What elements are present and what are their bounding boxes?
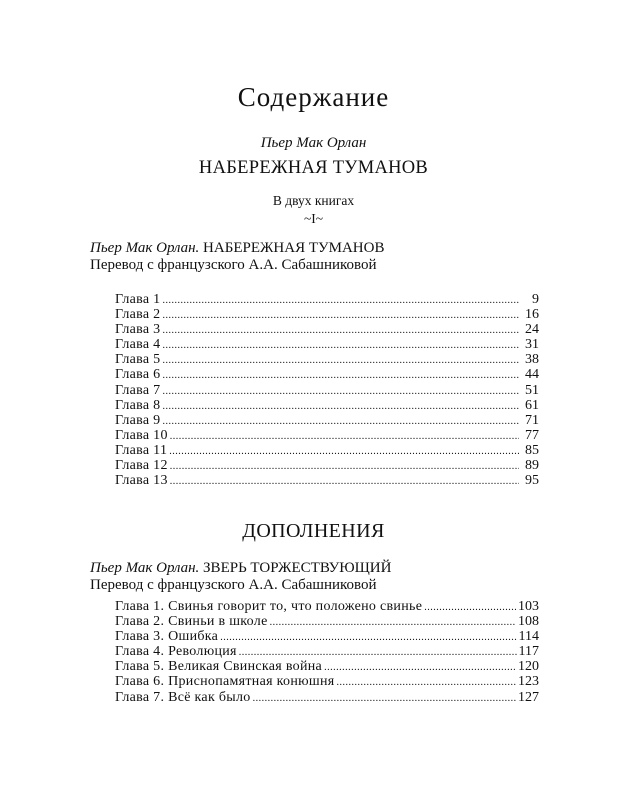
dot-leader <box>170 429 519 444</box>
dot-leader <box>337 675 516 690</box>
supplement-header <box>90 560 391 594</box>
toc-row-page: 120 <box>518 659 539 675</box>
dot-leader <box>170 459 519 474</box>
toc-row[interactable] <box>115 644 539 659</box>
toc-row[interactable] <box>115 307 539 322</box>
toc-row-page: 44 <box>525 367 539 383</box>
book-volume: ~I~ <box>303 211 324 226</box>
toc-row-label: Глава 5 <box>115 352 161 368</box>
dot-leader <box>162 384 519 399</box>
toc-row[interactable] <box>115 352 539 367</box>
toc-row-label: Глава 2 <box>115 307 161 323</box>
toc-row[interactable] <box>115 398 539 413</box>
toc-row-label: Глава 10 <box>115 427 168 443</box>
page-title: Содержание <box>237 82 390 112</box>
toc-row-label: Глава 3 <box>115 322 161 338</box>
dot-leader <box>162 338 519 353</box>
toc-row-page: 24 <box>525 322 539 338</box>
book-title: НАБЕРЕЖНАЯ ТУМАНОВ <box>198 158 429 178</box>
dot-leader <box>220 630 516 645</box>
toc-row-page: 61 <box>525 397 539 413</box>
toc-row-page: 9 <box>532 292 539 307</box>
supplement-translation: Перевод с французского А.А. Сабашниковой <box>90 577 377 593</box>
toc-row-page: 89 <box>525 458 539 474</box>
toc-row-page: 95 <box>525 473 539 489</box>
toc-row-page: 85 <box>525 442 539 458</box>
toc-row[interactable] <box>115 292 539 307</box>
toc-row[interactable] <box>115 443 539 458</box>
dot-leader <box>162 399 519 414</box>
toc-row-page: 51 <box>525 382 539 398</box>
toc-row-page: 117 <box>518 644 539 660</box>
toc-row-page: 127 <box>518 689 539 705</box>
dot-leader <box>162 323 519 338</box>
toc-row[interactable] <box>115 458 539 473</box>
toc-row-page: 108 <box>518 614 539 630</box>
dot-leader <box>169 444 519 459</box>
dot-leader <box>170 474 519 489</box>
toc-row[interactable] <box>115 690 539 705</box>
toc-row-page: 123 <box>518 674 539 690</box>
toc-row-label: Глава 3. Ошибка <box>115 629 219 645</box>
dot-leader <box>162 353 519 368</box>
toc-row-label: Глава 5. Великая Свинская война <box>115 659 323 675</box>
toc-row-label: Глава 6 <box>115 367 161 383</box>
toc-row-label: Глава 11 <box>115 442 168 458</box>
toc-row[interactable] <box>115 337 539 352</box>
dot-leader <box>162 293 519 308</box>
toc-row-page: 16 <box>525 307 539 323</box>
toc-row-label: Глава 13 <box>115 473 168 489</box>
dot-leader <box>270 615 516 630</box>
section1-header <box>90 240 384 274</box>
dot-leader <box>253 691 516 706</box>
toc-row[interactable] <box>115 428 539 443</box>
dot-leader <box>162 368 519 383</box>
supplement-work: ЗВЕРЬ ТОРЖЕСТВУЮЩИЙ <box>203 560 392 576</box>
dot-leader <box>239 645 517 660</box>
dot-leader <box>162 414 519 429</box>
section1-toc <box>115 292 539 488</box>
toc-row[interactable] <box>115 599 539 614</box>
toc-row-label: Глава 4. Революция <box>115 644 237 660</box>
book-subtitle: В двух книгах <box>272 193 355 208</box>
section1-author: Пьер Мак Орлан. <box>90 240 200 256</box>
toc-row[interactable] <box>115 473 539 488</box>
toc-row-page: 38 <box>525 352 539 368</box>
supplement-heading: ДОПОЛНЕНИЯ <box>242 520 385 542</box>
book-author: Пьер Мак Орлан <box>260 135 367 151</box>
toc-row[interactable] <box>115 413 539 428</box>
toc-row-label: Глава 9 <box>115 412 161 428</box>
toc-row-page: 71 <box>525 412 539 428</box>
toc-row[interactable] <box>115 674 539 689</box>
toc-row[interactable] <box>115 629 539 644</box>
supplement-author: Пьер Мак Орлан. <box>90 560 200 576</box>
toc-row[interactable] <box>115 614 539 629</box>
toc-row-label: Глава 6. Приснопамятная конюшня <box>115 674 335 690</box>
toc-row[interactable] <box>115 383 539 398</box>
toc-row-page: 114 <box>518 629 539 645</box>
section1-title-line <box>90 240 384 257</box>
supplement-title-line <box>90 560 391 577</box>
toc-row-label: Глава 2. Свиньи в школе <box>115 614 268 630</box>
section1-translation: Перевод с французского А.А. Сабашниковой <box>90 257 377 273</box>
toc-row-page: 103 <box>518 599 539 614</box>
toc-row[interactable] <box>115 367 539 382</box>
toc-row-label: Глава 1. Свинья говорит то, что положено свинье <box>115 599 423 614</box>
toc-row-label: Глава 7. Всё как было <box>115 689 251 705</box>
toc-row-label: Глава 12 <box>115 458 168 474</box>
toc-row-label: Глава 8 <box>115 397 161 413</box>
dot-leader <box>324 660 516 675</box>
supplement-toc <box>115 599 539 705</box>
toc-row-label: Глава 4 <box>115 337 161 353</box>
toc-row[interactable] <box>115 659 539 674</box>
toc-row-label: Глава 1 <box>115 292 161 307</box>
toc-row-page: 31 <box>525 337 539 353</box>
dot-leader <box>424 600 516 615</box>
toc-row[interactable] <box>115 322 539 337</box>
toc-row-page: 77 <box>525 427 539 443</box>
dot-leader <box>162 308 519 323</box>
section1-work: НАБЕРЕЖНАЯ ТУМАНОВ <box>203 240 385 256</box>
toc-row-label: Глава 7 <box>115 382 161 398</box>
